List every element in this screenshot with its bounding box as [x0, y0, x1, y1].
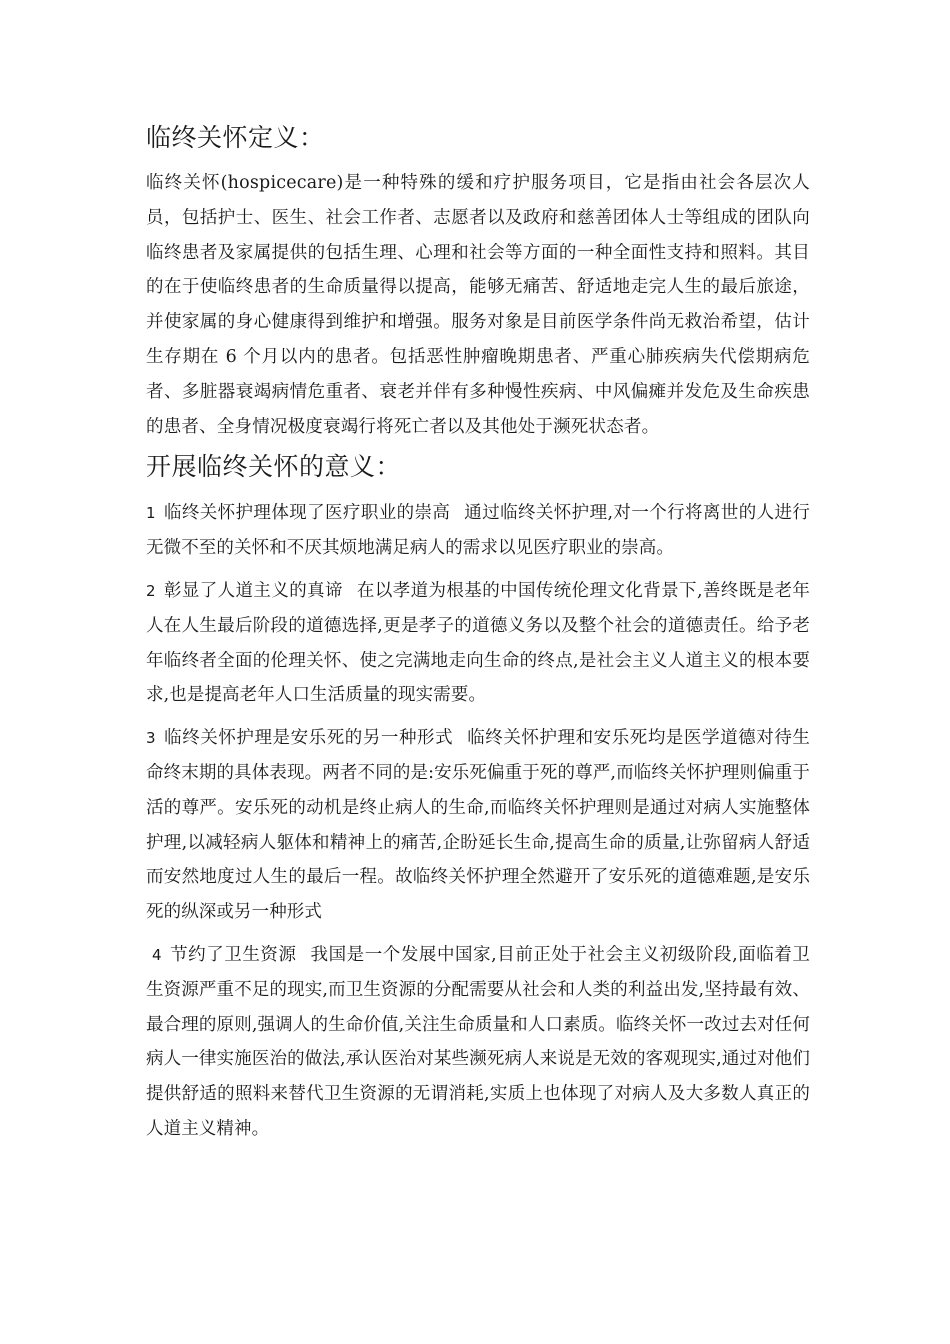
significance-list	[146, 496, 810, 1146]
item-number: 3	[146, 729, 156, 748]
item-text: 在以孝道为根基的中国传统伦理文化背景下,善终既是老年人在人生最后阶段的道德选择,更是孝子的道德义务以及整个社会的道德责任。给予老年临终者全面的伦理关怀、使之完满地走向生命的终点,是社会主义人道主义的根本要求,也是提高老年人口生活质量的现实需要。	[146, 580, 810, 706]
item-text: 临终关怀护理和安乐死均是医学道德对待生命终末期的具体表现。两者不同的是:安乐死偏重于死的尊严,而临终关怀护理则偏重于活的尊严。安乐死的动机是终止病人的生命,而临终关怀护理则是通过对病人实施整体护理,以减轻病人躯体和精神上的痛苦,企盼延长生命,提高生命的质量,让弥留病人舒适而安然地度过人生的最后一程。故临终关怀护理全然避开了安乐死的道德难题,是安乐死的纵深或另一种形式	[146, 728, 810, 923]
definition-paragraph: 临终关怀(hospicecare)是一种特殊的缓和疗护服务项目，它是指由社会各层次人员，包括护士、医生、社会工作者、志愿者以及政府和慈善团体人士等组成的团队向临终患者及家属提供的包括生理、心理和社会等方面的一种全面性支持和照料。其目的在于使临终患者的生命质量得以提高，能够无痛苦、舒适地走完人生的最后旅途，并使家属的身心健康得到维护和增强。服务对象是目前医学条件尚无救治希望，估计生存期在 6 个月以内的患者。包括恶性肿瘤晚期患者、严重心肺疾病失代偿期病危者、多脏器衰竭病情危重者、衰老并伴有多种慢性疾病、中风偏瘫并发危及生命疾患的患者、全身情况极度衰竭行将死亡者以及其他处于濒死状态者。	[146, 173, 810, 437]
list-item	[146, 496, 810, 566]
item-title: 临终关怀护理是安乐死的另一种形式	[163, 728, 454, 749]
item-number: 2	[146, 581, 156, 600]
section-title-significance: 开展临终关怀的意义：	[146, 452, 402, 482]
item-title: 临终关怀护理体现了医疗职业的崇高	[163, 503, 451, 524]
item-number: 4	[152, 945, 162, 964]
section-title-definition: 临终关怀定义：	[146, 123, 325, 152]
item-title: 节约了卫生资源	[169, 944, 297, 965]
item-text: 我国是一个发展中国家,目前正处于社会主义初级阶段,面临着卫生资源严重不足的现实,而卫生资源的分配需要从社会和人类的利益出发,坚持最有效、最合理的原则,强调人的生命价值,关注生命质量和人口素质。临终关怀一改过去对任何病人一律实施医治的做法,承认医治对某些濒死病人来说是无效的客观现实,通过对他们提供舒适的照料来替代卫生资源的无谓消耗,实质上也体现了对病人及大多数人真正的人道主义精神。	[146, 944, 810, 1139]
list-item	[146, 938, 810, 1147]
item-number: 1	[146, 504, 156, 523]
item-title: 彰显了人道主义的真谛	[163, 580, 343, 601]
item-text: 通过临终关怀护理,对一个行将离世的人进行无微不至的关怀和不厌其烦地满足病人的需求以见医疗职业的崇高。	[146, 503, 810, 559]
list-item	[146, 574, 810, 713]
list-item	[146, 721, 810, 930]
document-page	[146, 108, 810, 1147]
